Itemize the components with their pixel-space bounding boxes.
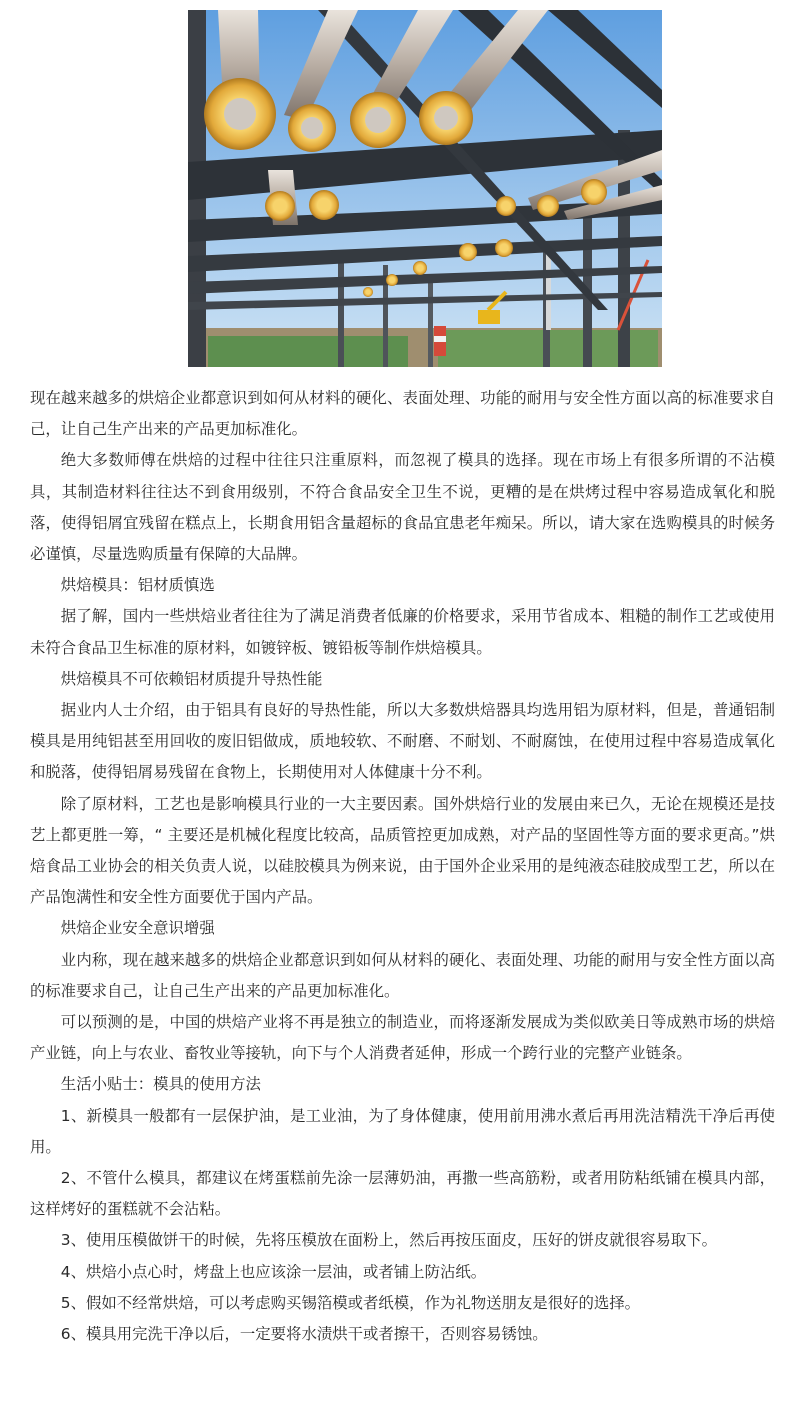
section-heading-safety-awareness: 烘焙企业安全意识增强 [60,919,215,938]
paragraph-mold-selection: 绝大多数师傅在烘焙的过程中往往只注重原料，而忽视了模具的选择。现在市场上有很多所谓的不沾模具，其制造材料往往达不到食用级别，不符合食品安全卫生不说，更糟的是在烘烤过程中容易造成氧化和脱落，使得铝屑宜残留在糕点上，长期食用铝含量超标的食品宜患老年痴呆。所以，请大家在选购模具的时候务必谨慎，尽量选购质量有保障的大品牌。 [30,451,775,564]
paragraph-industry-standards: 业内称，现在越来越多的烘焙企业都意识到如何从材料的硬化、表面处理、功能的耐用与安全性方面以高的标准要求自己，让自己生产出来的产品更加标准化。 [30,950,775,1000]
tip-item-1: 1、新模具一般都有一层保护油，是工业油，为了身体健康，使用前用沸水煮后再用洗洁精洗干净后再使用。 [30,1106,775,1156]
section-heading-tips: 生活小贴士：模具的使用方法 [60,1075,261,1094]
section-heading-aluminum: 烘焙模具：铝材质慎选 [60,576,215,595]
paragraph-low-cost-materials: 据了解，国内一些烘焙业者往往为了满足消费者低廉的价格要求，采用节省成本、粗糙的制作工艺或使用未符合食品卫生标准的原材料，如镀锌板、镀铅板等制作烘焙模具。 [30,607,775,657]
paragraph-craftsmanship: 除了原材料，工艺也是影响模具行业的一大主要因素。国外烘焙行业的发展由来已久，无论在规模还是技艺上都更胜一筹，“ 主要还是机械化程度比较高，品质管控更加成熟，对产品的坚固性等方面的要求更高。”烘焙食品工业协会的相关负责人说，以硅胶模具为例来说，由于国外企业采用的是纯液态硅胶成型工艺，所以在产品饱满性和安全性方面要优于国内产品。 [30,794,775,907]
paragraph-industry-chain: 可以预测的是，中国的烘焙产业将不再是独立的制造业，而将逐渐发展成为类似欧美日等成熟市场的烘焙产业链，向上与农业、畜牧业等接轨，向下与个人消费者延伸，形成一个跨行业的完整产业链条。 [30,1013,775,1063]
tip-item-6: 6、模具用完洗干净以后，一定要将水渍烘干或者擦干，否则容易锈蚀。 [60,1325,548,1344]
article-body [30,383,775,1350]
tip-item-5: 5、假如不经常烘焙，可以考虑购买锡箔模或者纸模，作为礼物送朋友是很好的选择。 [60,1293,641,1312]
pipe-rack-photo [188,10,662,367]
tip-item-2: 2、不管什么模具，都建议在烤蛋糕前先涂一层薄奶油，再撒一些高筋粉，或者用防粘纸铺在模具内部，这样烤好的蛋糕就不会沾粘。 [30,1169,775,1219]
paragraph-aluminum-molds: 据业内人士介绍，由于铝具有良好的导热性能，所以大多数烘焙器具均选用铝为原材料，但是，普通铝制模具是用纯铝甚至用回收的废旧铝做成，质地较软、不耐磨、不耐划、不耐腐蚀，在使用过程中容易造成氧化和脱落，使得铝屑易残留在食物上，长期使用对人体健康十分不利。 [30,701,775,782]
tip-item-4: 4、烘焙小点心时，烤盘上也应该涂一层油，或者铺上防沾纸。 [60,1262,487,1281]
paragraph-intro: 现在越来越多的烘焙企业都意识到如何从材料的硬化、表面处理、功能的耐用与安全性方面以高的标准要求自己，让自己生产出来的产品更加标准化。 [30,389,775,439]
tip-item-3: 3、使用压模做饼干的时候，先将压模放在面粉上，然后再按压面皮，压好的饼皮就很容易取下。 [60,1231,717,1250]
section-heading-heat-conduction: 烘焙模具不可依赖铝材质提升导热性能 [60,669,323,688]
